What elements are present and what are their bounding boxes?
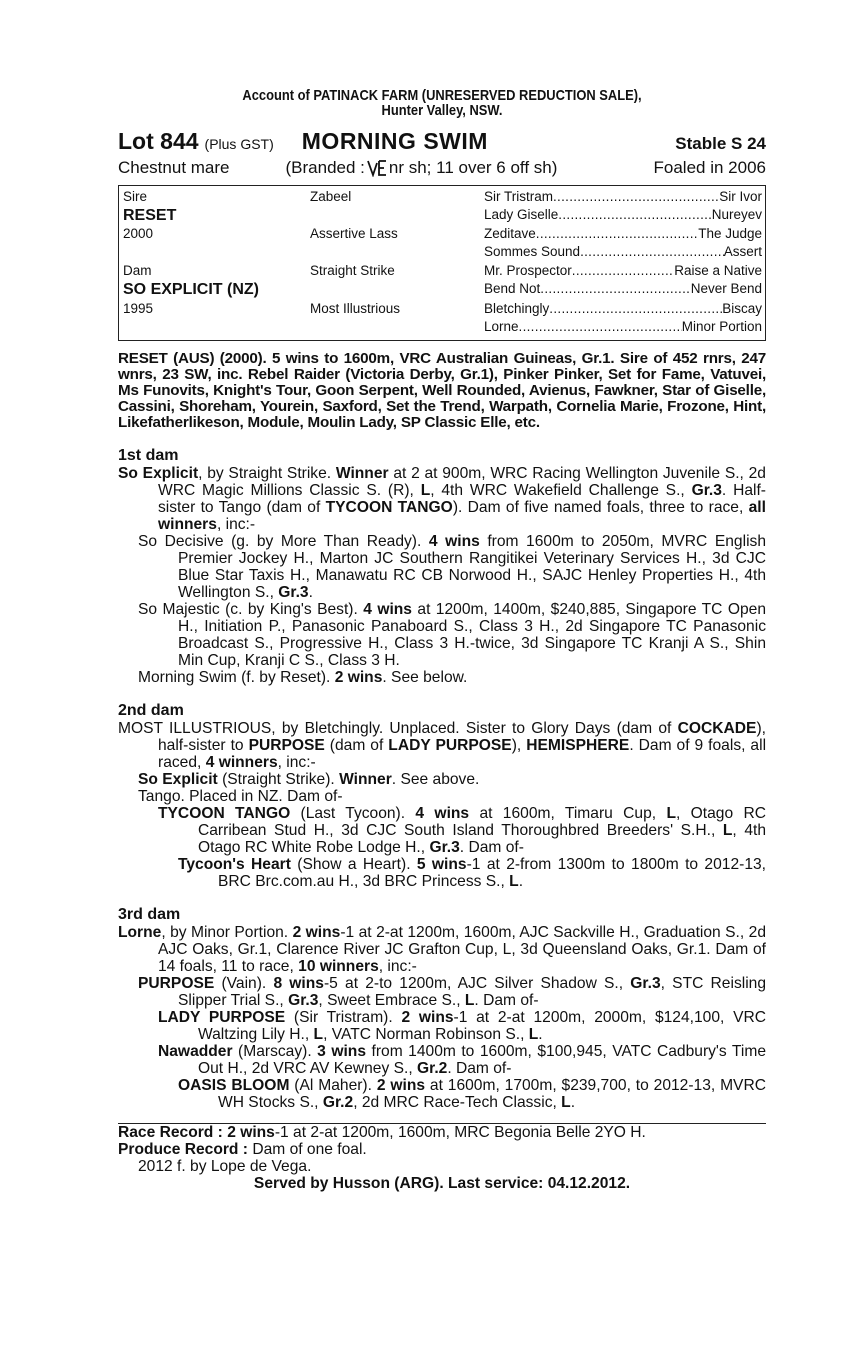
gg-left: Sir Tristram: [484, 189, 553, 204]
text-run: -1 at 2-at 1200m, 2000m, $124,100, VRC Waltzing Lily H.,: [198, 1009, 766, 1043]
progeny-paragraph: [118, 533, 766, 601]
bold-run: HEMISPHERE: [526, 737, 630, 754]
grandparent-row: [484, 301, 762, 316]
race-record: [118, 1124, 766, 1141]
section-heading: 3rd dam: [118, 906, 181, 923]
dam-sire: Straight Strike: [310, 263, 395, 278]
section-heading: 1st dam: [118, 447, 179, 464]
bold-run: L: [420, 482, 431, 499]
sire-year: 2000: [123, 226, 154, 241]
text-run: (dam of: [324, 737, 389, 754]
progeny-paragraph: [118, 805, 766, 856]
bold-run: COCKADE: [677, 720, 757, 737]
bold-run: L: [722, 822, 733, 839]
bold-run: 2 wins: [292, 924, 341, 941]
text-run: , Sweet Embrace S.,: [318, 992, 465, 1009]
text-run: .: [518, 873, 524, 890]
gg-left: Lady Giselle: [484, 207, 559, 222]
grandparent-row: [484, 244, 762, 259]
bold-run: L: [509, 873, 519, 890]
dam-paragraph: [118, 924, 766, 975]
dam-label: Dam: [123, 263, 152, 278]
bold-run: Tycoon's Heart: [178, 856, 291, 873]
sire-summary: RESET (AUS) (2000). 5 wins to 1600m, VRC Australian Guineas, Gr.1. Sire of 452 rnrs, 247 wnrs, 23 SW, inc. Rebel Raider (Victoria Derby, Gr.1), Pinker Pinker, Set for Fame, Vatuvei, Ms Funovits, Knight's Tour, Goon Serpent, Well Rounded, Avienus, Fawkner, Star of Giselle, Cassini, Shoreham, Yourein, Saxford, Set the Trend, Warpath, Cornelia Marie, Frozone, Hint, Likefatherlikeson, Module, Moulin Lady, SP Classic Elle, etc.: [118, 350, 766, 431]
bold-run: 5 wins: [416, 856, 467, 873]
bold-run: all winners: [158, 499, 766, 533]
brand-mark-icon: [367, 159, 387, 177]
progeny-paragraph: [118, 856, 766, 890]
dam-paragraph: [118, 720, 766, 771]
dam-year: 1995: [123, 301, 154, 316]
second-dam-section: [118, 702, 766, 890]
progeny-paragraph: [118, 1043, 766, 1077]
gg-right: The Judge: [698, 226, 762, 241]
bold-run: L: [464, 992, 475, 1009]
text-run: , 4th Otago RC White Robe Lodge H.,: [198, 822, 767, 856]
sire-name: RESET: [123, 207, 177, 224]
text-run: (Show a Heart).: [290, 856, 417, 873]
section-heading: 2nd dam: [118, 702, 184, 719]
text-run: . Dam of 9 foals, all raced,: [158, 737, 767, 771]
text-run: -1 at 2-at 1200m, 1600m, AJC Sackville H., Graduation S., 2d AJC Oaks, Gr.1, Clarence River JC Grafton Cup, L, 3d Queensland Oaks, Gr.1. Dam of 14 foals, 11 to race,: [158, 924, 766, 975]
bold-run: Winner: [339, 771, 392, 788]
text-run: , STC Reisling Slipper Trial S.,: [178, 975, 767, 1009]
text-run: at 2 at 900m, WRC Racing Wellington Juvenile S., 2d WRC Magic Millions Classic S. (R),: [158, 465, 766, 499]
progeny-paragraph: [118, 771, 766, 788]
text-run: ), half-sister to: [158, 720, 766, 754]
text-run: . Dam of-: [474, 992, 539, 1009]
vendor-account: [163, 88, 720, 118]
dam-paragraph: [118, 465, 766, 533]
text-run: from 1600m to 2050m, MVRC English Premier Jockey H., Marton JC Southern Rangitikei Veterinary Services H., 3d CJC Blue Star Taxis H., Manawatu RC CB Norwood H., SAJC Henley Properties H., 4th Wellington S.,: [178, 533, 767, 601]
text-run: (Marscay).: [232, 1043, 318, 1060]
text-run: .: [538, 1026, 543, 1043]
bold-run: PURPOSE: [248, 737, 325, 754]
text-run: , inc:-: [277, 754, 316, 771]
records-section: [118, 1124, 766, 1192]
gg-left: Bletchingly: [484, 301, 550, 316]
bold-run: OASIS BLOOM: [178, 1077, 290, 1094]
gg-right: Biscay: [722, 301, 762, 316]
horse-name: MORNING SWIM: [301, 128, 488, 154]
bold-run: 2 wins: [401, 1009, 454, 1026]
produce-record-text: Dam of one foal.: [247, 1141, 367, 1158]
progeny-paragraph: [118, 975, 766, 1009]
brand-prefix: (Branded :: [285, 158, 365, 177]
text-run: Tango. Placed in NZ. Dam of-: [138, 788, 343, 805]
bold-run: L: [313, 1026, 324, 1043]
text-run: , Otago RC Carribean Stud H., 3d CJC South Island Thoroughbred Breeders' S.H.,: [198, 805, 766, 839]
text-run: ),: [511, 737, 527, 754]
text-run: .: [308, 584, 313, 601]
lot-header: [118, 128, 766, 154]
text-run: , inc:-: [216, 516, 256, 533]
text-run: , 4th WRC Wakefield Challenge S.,: [430, 482, 692, 499]
progeny-paragraph: [118, 788, 766, 805]
bold-run: 8 wins: [273, 975, 324, 992]
text-run: (Last Tycoon).: [290, 805, 416, 822]
bold-run: 4 wins: [415, 805, 470, 822]
bold-run: 4 wins: [428, 533, 480, 550]
bold-run: TYCOON TANGO: [325, 499, 453, 516]
text-run: . Half-sister to Tango (dam of: [158, 482, 766, 516]
stable-number: Stable S 24: [675, 134, 766, 153]
brand-info: [286, 158, 558, 178]
progeny-paragraph: [118, 1077, 766, 1111]
bold-run: L: [528, 1026, 539, 1043]
bold-run: 4 wins: [363, 601, 412, 618]
lot-number: Lot 844: [118, 128, 199, 154]
third-dam-section: [118, 906, 766, 1111]
gg-left: Sommes Sound: [484, 244, 581, 259]
foaled-year: Foaled in 2006: [653, 158, 766, 177]
gg-right: Assert: [723, 244, 762, 259]
gg-left: Lorne: [484, 319, 519, 334]
sire-dam: Assertive Lass: [310, 226, 398, 241]
gg-left: Zeditave: [484, 226, 536, 241]
first-dam-section: [118, 447, 766, 686]
bold-run: Gr.2: [322, 1094, 354, 1111]
bold-run: 3 wins: [317, 1043, 366, 1060]
text-run: , 2d MRC Race-Tech Classic,: [353, 1094, 562, 1111]
gg-right: Nureyev: [711, 207, 762, 222]
text-run: (Al Maher).: [289, 1077, 377, 1094]
bold-run: Nawadder: [158, 1043, 233, 1060]
produce-record-label: Produce Record :: [118, 1141, 248, 1158]
bold-run: Gr.3: [630, 975, 661, 992]
text-run: . See below.: [382, 669, 468, 686]
text-run: -1 at 2-from 1300m to 1800m to 2012-13, BRC Brc.com.au H., 3d BRC Princess S.,: [218, 856, 766, 890]
produce-record: [118, 1141, 766, 1158]
text-run: , by Straight Strike.: [198, 465, 336, 482]
bold-run: PURPOSE: [138, 975, 215, 992]
text-run: (Straight Strike).: [217, 771, 340, 788]
gg-left: Mr. Prospector: [484, 263, 572, 278]
text-run: . See above.: [391, 771, 480, 788]
bold-run: Gr.3: [278, 584, 309, 601]
bold-run: 2 wins: [334, 669, 383, 686]
dam-dam: Most Illustrious: [310, 301, 401, 316]
bold-run: TYCOON TANGO: [158, 805, 291, 822]
plus-gst-note: (Plus GST): [204, 136, 274, 152]
text-run: MOST ILLUSTRIOUS, by Bletchingly. Unplaced. Sister to Glory Days (dam of: [118, 720, 678, 737]
grandparent-row: [484, 319, 762, 334]
grandparent-row: [484, 189, 762, 204]
text-run: So Majestic (c. by King's Best).: [138, 601, 364, 618]
text-run: (Vain).: [214, 975, 274, 992]
dam-name: SO EXPLICIT (NZ): [123, 281, 259, 298]
text-run: at 1600m, 1700m, $239,700, to 2012-13, MVRC WH Stocks S.,: [218, 1077, 766, 1111]
bold-run: LADY PURPOSE: [158, 1009, 286, 1026]
bold-run: LADY PURPOSE: [388, 737, 512, 754]
bold-run: Gr.2: [416, 1060, 448, 1077]
gg-left: Bend Not: [484, 281, 541, 296]
bold-run: 2 wins: [376, 1077, 426, 1094]
vendor-line-1: Account of PATINACK FARM (UNRESERVED REDUCTION SALE),: [242, 87, 642, 104]
text-run: -5 at 2-to 1200m, AJC Silver Shadow S.,: [323, 975, 631, 992]
sire-sire: Zabeel: [310, 189, 352, 204]
text-run: , inc:-: [378, 958, 417, 975]
pedigree-table: [118, 185, 766, 341]
text-run: , by Minor Portion.: [161, 924, 293, 941]
catalogue-page: [118, 88, 766, 1192]
horse-description: Chestnut mare: [118, 158, 230, 177]
bold-run: Lorne: [118, 924, 162, 941]
text-run: .: [570, 1094, 576, 1111]
text-run: . Dam of-: [447, 1060, 512, 1077]
lot-subheader: [118, 157, 766, 179]
text-run: , VATC Norman Robinson S.,: [323, 1026, 529, 1043]
brand-suffix: nr sh; 11 over 6 off sh): [388, 158, 558, 177]
gg-right: Sir Ivor: [719, 189, 762, 204]
grandparent-row: [484, 226, 762, 241]
gg-right: Raise a Native: [674, 263, 762, 278]
text-run: So Decisive (g. by More Than Ready).: [138, 533, 429, 550]
bold-run: Gr.3: [429, 839, 460, 856]
gg-right: Never Bend: [690, 281, 762, 296]
bold-run: Gr.3: [691, 482, 722, 499]
text-run: (Sir Tristram).: [285, 1009, 402, 1026]
text-run: ). Dam of five named foals, three to race,: [452, 499, 749, 516]
bold-run: So Explicit: [138, 771, 218, 788]
race-record-text: -1 at 2-at 1200m, 1600m, MRC Begonia Belle 2YO H.: [274, 1124, 646, 1141]
gg-right: Minor Portion: [681, 319, 762, 334]
progeny-paragraph: [118, 669, 766, 686]
bold-run: Gr.3: [288, 992, 319, 1009]
bold-run: L: [561, 1094, 571, 1111]
text-run: Morning Swim (f. by Reset).: [138, 669, 335, 686]
grandparent-row: [484, 207, 762, 222]
vendor-line-2: Hunter Valley, NSW.: [381, 102, 503, 119]
sire-label: Sire: [123, 189, 148, 204]
bold-run: 10 winners: [298, 958, 379, 975]
text-run: from 1400m to 1600m, $100,945, VATC Cadbury's Time Out H., 2d VRC AV Kewney S.,: [198, 1043, 766, 1077]
bold-run: 4 winners: [205, 754, 278, 771]
progeny-paragraph: [118, 601, 766, 669]
grandparent-row: [484, 281, 762, 296]
bold-run: L: [666, 805, 676, 822]
grandparent-row: [484, 263, 762, 278]
service-note: Served by Husson (ARG). Last service: 04.12.2012.: [253, 1175, 631, 1192]
progeny-paragraph: [118, 1009, 766, 1043]
foal-entry: 2012 f. by Lope de Vega.: [138, 1158, 312, 1175]
bold-run: Winner: [335, 465, 389, 482]
bold-run: So Explicit: [118, 465, 199, 482]
race-record-label: Race Record : 2 wins: [118, 1124, 275, 1141]
text-run: . Dam of-: [459, 839, 524, 856]
text-run: at 1200m, 1400m, $240,885, Singapore TC Open H., Initiation P., Panasonic Panaboard S., Class 3 H., 2d Singapore TC Panasonic Broadcast S., Progressive H., Class 3 H.-twice, 3d Singapore TC Kranji A S., Shin Min Cup, Kranji C S., Class 3 H.: [178, 601, 766, 669]
text-run: at 1600m, Timaru Cup,: [469, 805, 667, 822]
